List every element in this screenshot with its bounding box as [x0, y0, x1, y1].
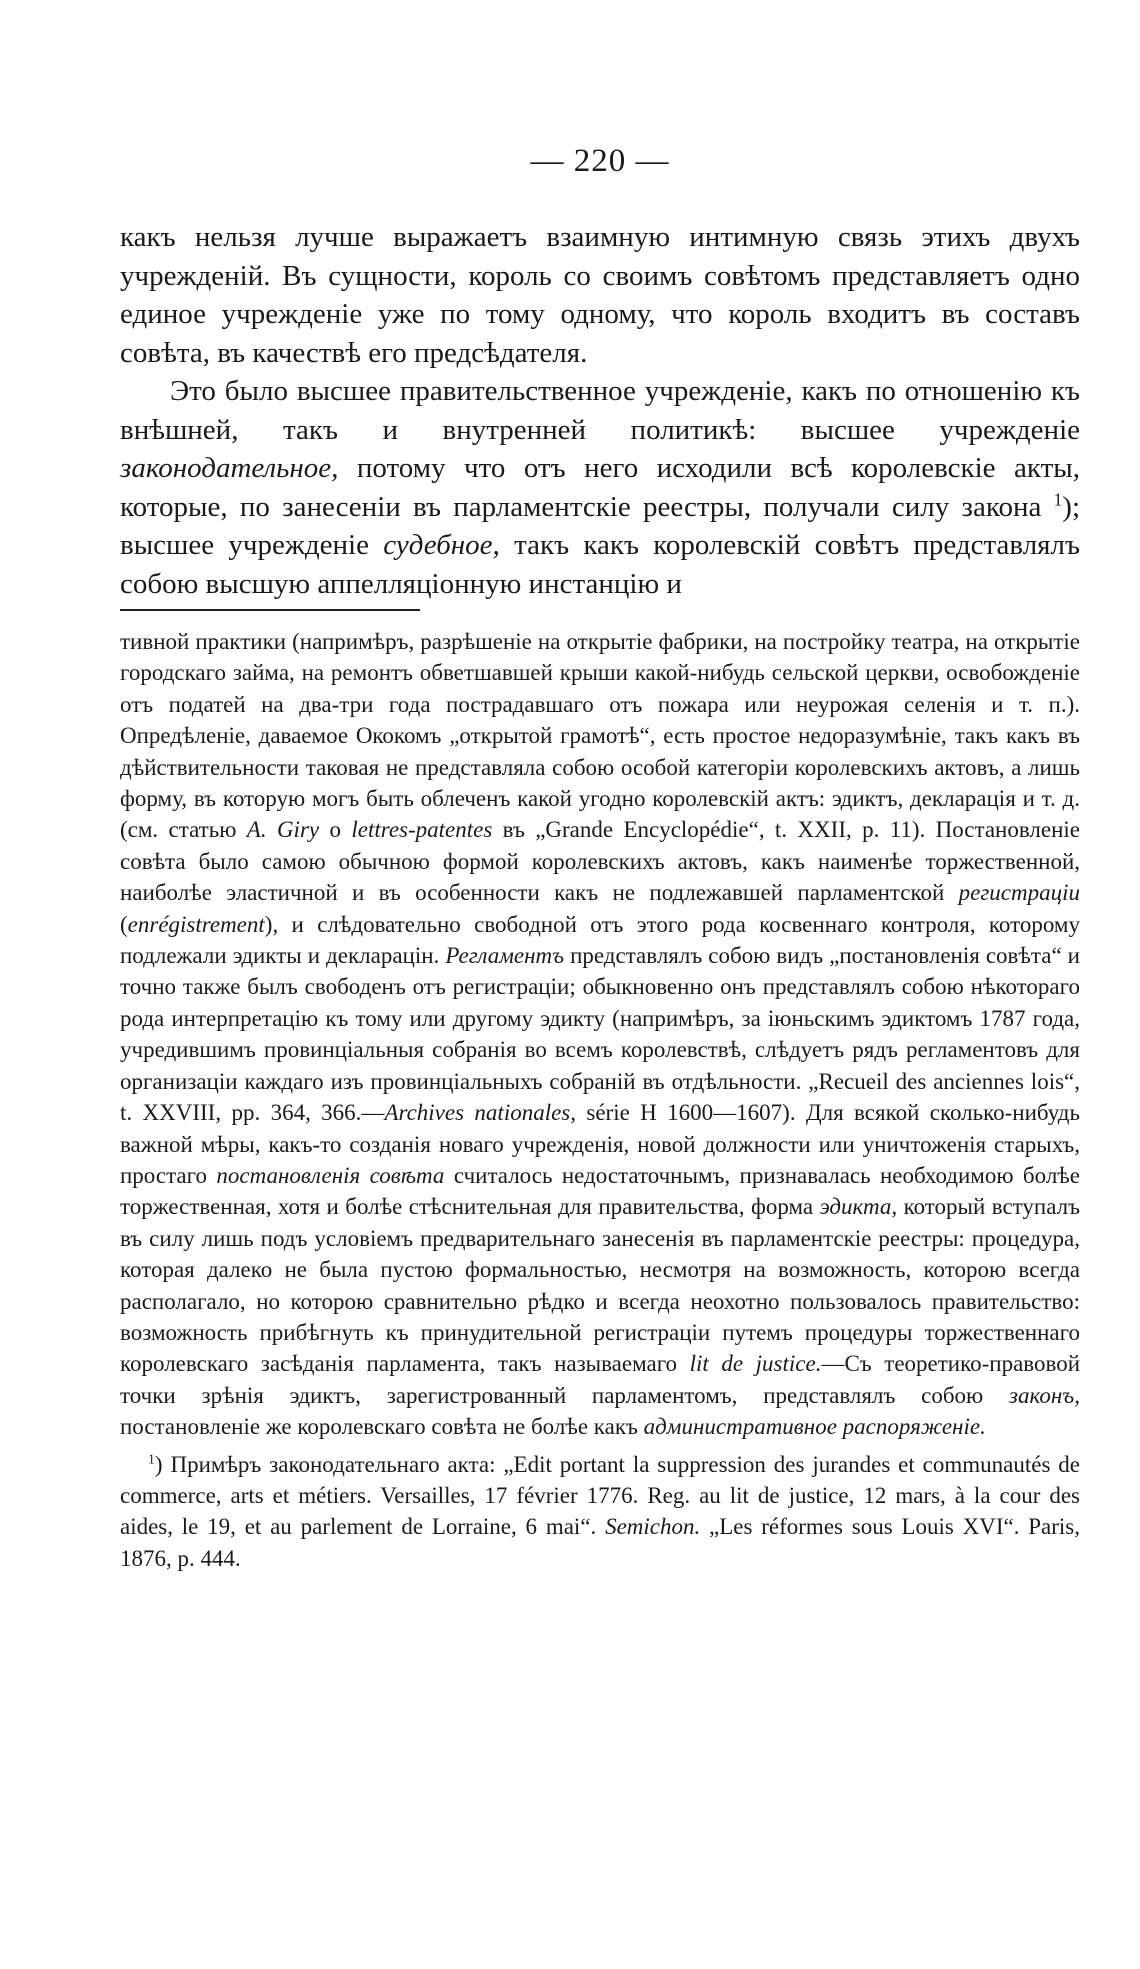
page-number-header: — 220 — — [530, 143, 670, 179]
footnote-divider — [120, 609, 420, 611]
main-text — [120, 218, 1080, 603]
emphasis-judicial: судебное, — [383, 529, 500, 561]
footnote-continuation: тивной практики (напримѣръ, разрѣшеніе на открытіе фабрики, на постройку театра, на открытіе городскаго займа, на ремонтъ обветшавшей крыши какой-нибудь сельской церкви, освобожденіе отъ податей на два-три года пострадавшаго отъ пожара или неурожая селенія и т. п.). Опредѣленіе, даваемое Ококомъ „открытой грамотѣ“, есть простое недоразумѣніе, такъ какъ въ дѣйствительности таковая не представляла собою особой категоріи королевскихъ актовъ, а лишь форму, въ которую могъ быть облеченъ какой угодно королевскій актъ: эдиктъ, декларація и т. д. (см. статью A. Giry о lettres-patentes въ „Grande Encyclopédie“, t. XXII, p. 11). Постановленіе совѣта было самою обычною формой королевскихъ актовъ, какъ наименѣе торжественной, наиболѣе эластичной и въ особенности какъ не подлежавшей парламентской регистраціи (enrégistrement), и слѣдовательно свободной отъ этого рода косвеннаго контроля, которому подлежали эдикты и декларацін. Регламентъ представлялъ собою видъ „постановленія совѣта“ и точно также былъ свободенъ отъ регистраціи; обыкновенно онъ представлялъ собою нѣкотораго рода интерпретацію къ тому или другому эдикту (напримѣръ, за іюньскимъ эдиктомъ 1787 года, учредившимъ провинціальныя собранія во всемъ королевствѣ, слѣдуетъ рядъ регламентовъ для организаціи каждаго изъ провинціальныхъ собраній въ отдѣльности. „Recueil des anciennes lois“, t. XXVIII, pp. 364, 366.—Archives nationales, série H 1600—1607). Для всякой сколько-нибудь важной мѣры, какъ-то созданія новаго учрежденія, новой должности или уничтоженія старыхъ, простаго постановленія совѣта считалось недостаточнымъ, признавалась необходимою болѣе торжественная, хотя и болѣе стѣснительная для правительства, форма эдикта, который вступалъ въ силу лишь подъ условіемъ предварительнаго занесенія въ парламентскіе реестры: процедура, которая далеко не была пустою формальностью, несмотря на возможность, которою всегда располагало, но которою сравнительно рѣдко и всегда неохотно пользовалось правительство: возможность прибѣгнуть къ принудительной регистраціи путемъ процедуры торжественнаго королевскаго засѣданія парламента, такъ называемаго lit de justice.—Съ теоретико-правовой точки зрѣнія эдиктъ, зарегистрованный парламентомъ, представлялъ собою законъ, постановленіе же королевскаго совѣта не болѣе какъ административное распоряженіе. — [120, 629, 1081, 1440]
footnote-1: $^1$) Примѣръ законодательнаго акта: „Edit portant la suppression des jurandes et communautés de commerce, arts et métiers. Versailles, 17 février 1776. Reg. au lit de justice, 12 mars, à la cour des aides, le 19, et au parlement de Lorraine, 6 mai“. Semichon. „Les réformes sous Louis XVI“. Paris, 1876, p. 444. — [120, 1450, 1081, 1571]
paragraph-1: какъ нельзя лучше выражаетъ взаимную интимную связь этихъ двухъ учрежденій. Въ сущности, король со своимъ совѣтомъ представляетъ одно единое учрежденіе уже по тому одному, что король входитъ въ составъ совѣта, въ качествѣ его предсѣдателя. — [120, 221, 1080, 369]
footnote-number: 1 — [148, 1450, 155, 1466]
emphasis-legislative: законодательное, — [120, 452, 339, 484]
footnotes — [120, 626, 1080, 1574]
footnote-ref: 1 — [1053, 488, 1063, 509]
paragraph-2: Это было высшее правительственное учрежденіе, какъ по отношенію къ внѣшней, такъ и внутренней политикѣ: высшее учрежденіе законодательное, потому что отъ него исходили всѣ королевскіе акты, которые, по занесеніи въ парламентскіе реестры, получали силу закона $^1$); высшее учрежденіе судебное, такъ какъ королевскій совѣтъ представлялъ собою высшую аппелляціонную инстанцію и — [120, 375, 1080, 600]
